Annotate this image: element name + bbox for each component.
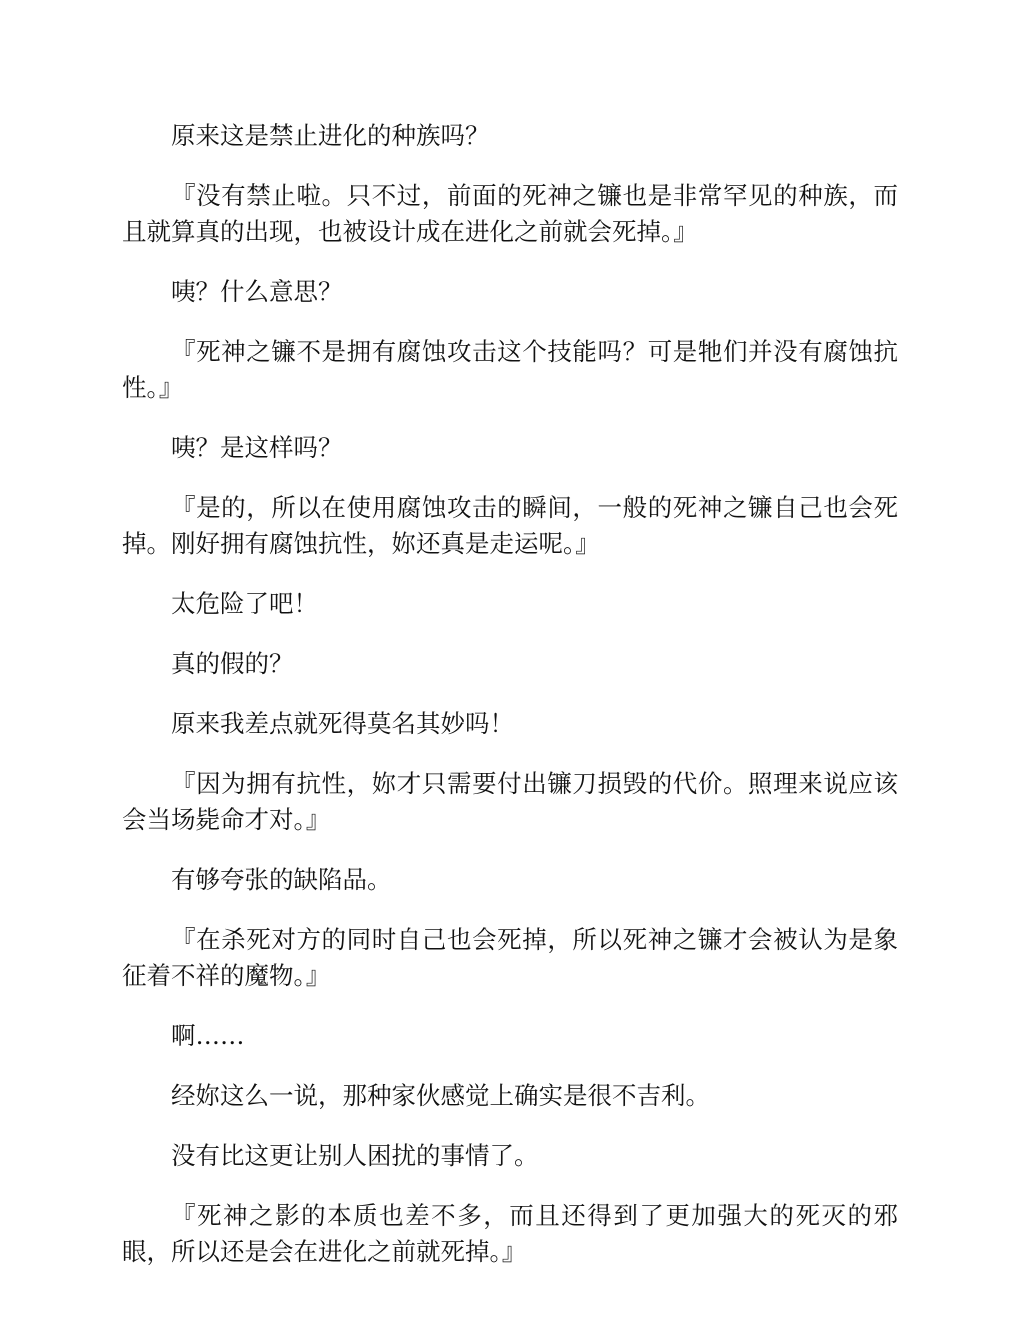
paragraph: 太危险了吧！ <box>171 589 318 618</box>
paragraph: 真的假的？ <box>171 649 294 678</box>
paragraph: 咦？是这样吗？ <box>171 433 343 462</box>
paragraph: 『没有禁止啦。只不过，前面的死神之镰也是非常罕见的种族，而且就算真的出现，也被设计成在进化之前就会死掉。』 <box>122 181 898 246</box>
paragraph: 经妳这么一说，那种家伙感觉上确实是很不吉利。 <box>171 1081 710 1110</box>
paragraph: 『在杀死对方的同时自己也会死掉，所以死神之镰才会被认为是象征着不祥的魔物。』 <box>122 925 898 990</box>
paragraph: 没有比这更让别人困扰的事情了。 <box>171 1141 539 1170</box>
paragraph: 『是的，所以在使用腐蚀攻击的瞬间，一般的死神之镰自己也会死掉。刚好拥有腐蚀抗性，妳还真是走运呢。』 <box>122 493 898 558</box>
paragraph: 原来这是禁止进化的种族吗？ <box>171 121 490 150</box>
paragraph: 咦？什么意思？ <box>171 277 343 306</box>
paragraph: 『死神之镰不是拥有腐蚀攻击这个技能吗？可是牠们并没有腐蚀抗性。』 <box>122 337 898 402</box>
paragraph: 『死神之影的本质也差不多，而且还得到了更加强大的死灭的邪眼，所以还是会在进化之前就死掉。』 <box>122 1201 898 1266</box>
document-page <box>122 118 898 1294</box>
paragraph: 『因为拥有抗性，妳才只需要付出镰刀损毁的代价。照理来说应该会当场毙命才对。』 <box>122 769 898 834</box>
paragraph: 原来我差点就死得莫名其妙吗！ <box>171 709 514 738</box>
paragraph: 有够夸张的缺陷品。 <box>171 865 392 894</box>
paragraph: 啊…… <box>171 1021 245 1050</box>
